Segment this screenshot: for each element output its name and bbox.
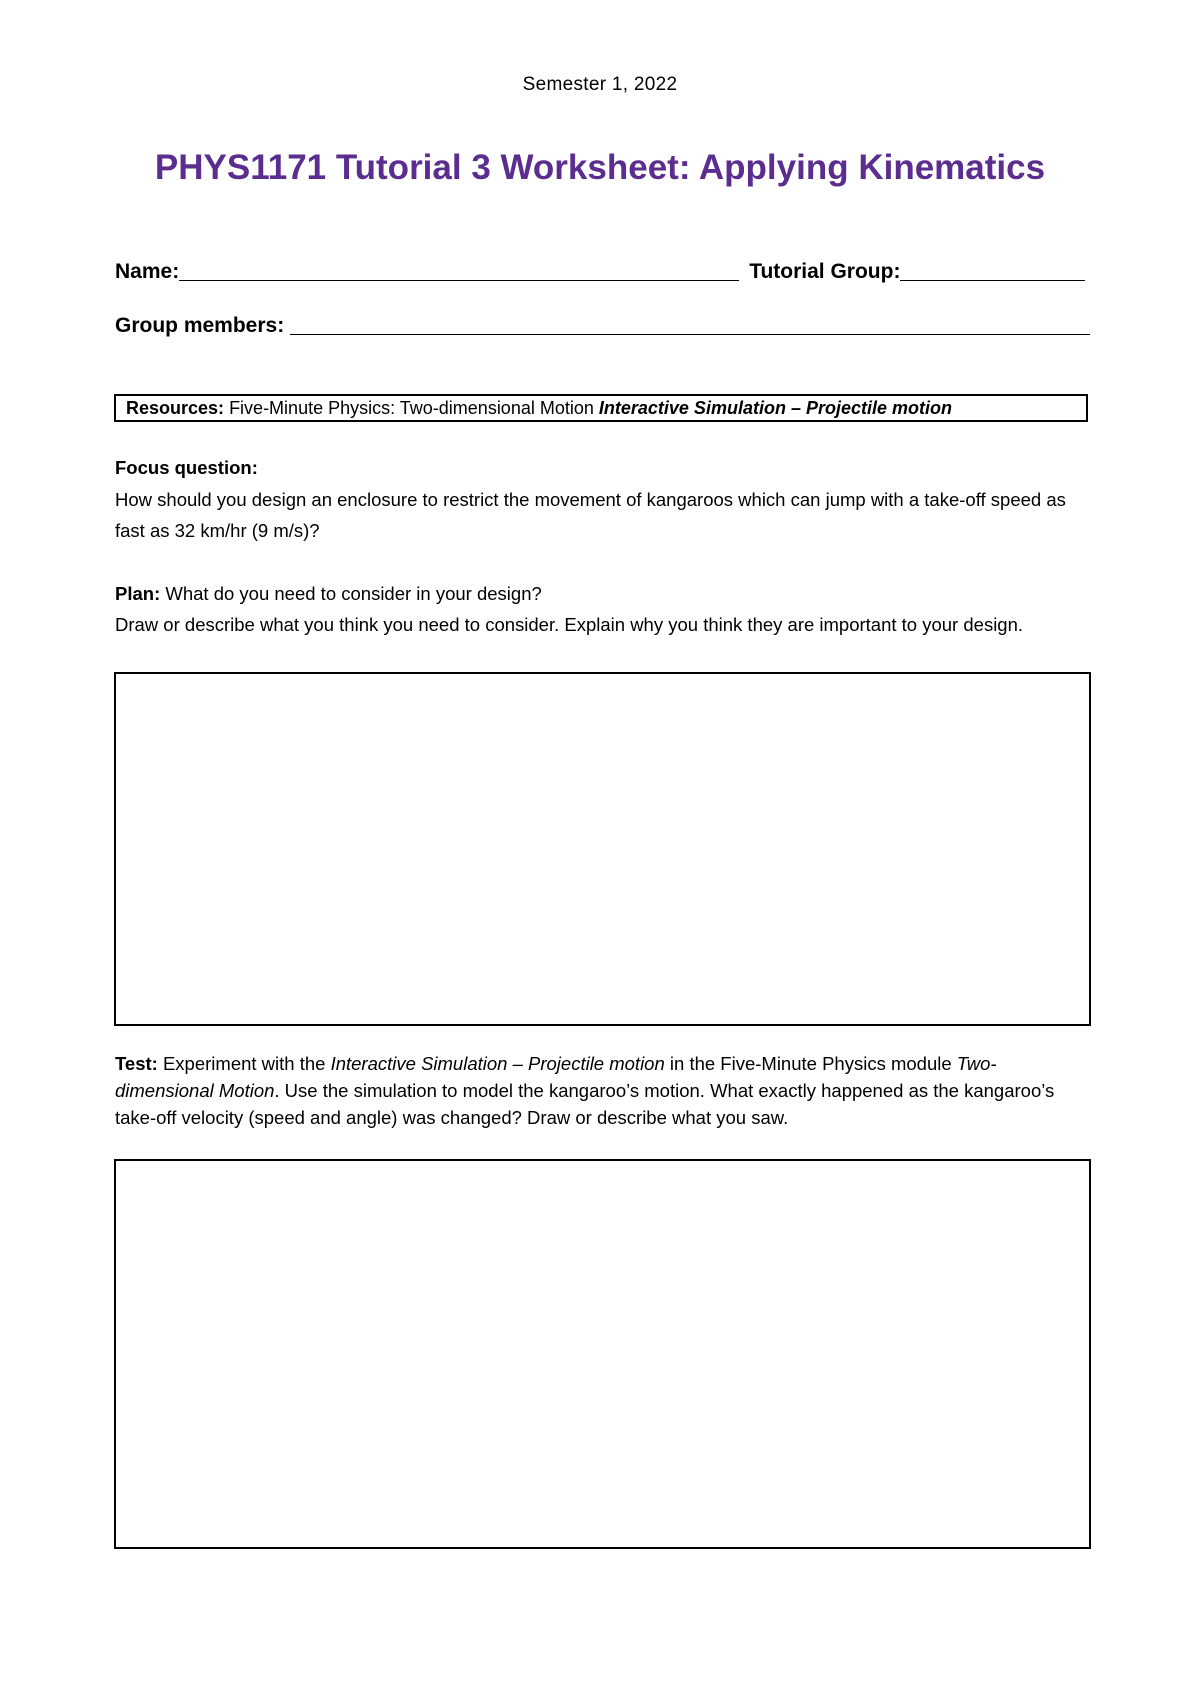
resources-text: Five-Minute Physics: Two-dimensional Motion — [229, 398, 594, 418]
test-section — [115, 1050, 1095, 1131]
plan-section — [115, 578, 1095, 640]
group-members-label: Group members: — [115, 314, 285, 337]
focus-question-text: How should you design an enclosure to restrict the movement of kangaroos which can jump with a take-off speed as fast as 32 km/hr (9 m/s)? — [115, 489, 1066, 541]
plan-instruction: Draw or describe what you think you need to consider. Explain why you think they are important to your design. — [115, 614, 1024, 635]
name-row — [115, 258, 1090, 284]
group-members-row — [115, 312, 1090, 338]
plan-question: What do you need to consider in your design? — [165, 583, 542, 604]
group-members-field[interactable] — [290, 312, 1090, 335]
tutorial-group-label: Tutorial Group: — [749, 260, 901, 283]
plan-label: Plan: — [115, 583, 161, 604]
test-simulation-name: Interactive Simulation – Projectile motion — [330, 1053, 665, 1074]
focus-question-label: Focus question: — [115, 457, 258, 478]
test-text-part1: Experiment with the — [162, 1053, 326, 1074]
tutorial-group-field[interactable] — [900, 258, 1085, 281]
name-label: Name: — [115, 260, 180, 283]
test-module-name: Two-dimensional Motion — [115, 1053, 997, 1101]
semester-header: Semester 1, 2022 — [522, 74, 678, 95]
page-title: PHYS1171 Tutorial 3 Worksheet: Applying Kinematics — [154, 148, 1046, 187]
resources-label: Resources: — [126, 398, 225, 418]
test-label: Test: — [115, 1053, 158, 1074]
test-text-part3: . Use the simulation to model the kangaroo’s motion. What exactly happened as the kangaroo’s take-off velocity (speed and angle) was changed? Draw or describe what you saw. — [115, 1080, 1055, 1128]
name-field[interactable] — [179, 258, 739, 281]
resources-simulation-link[interactable]: Interactive Simulation – Projectile motion — [598, 398, 952, 418]
resources-box — [114, 394, 1088, 422]
test-answer-box[interactable] — [114, 1159, 1091, 1549]
test-text-part2: in the Five-Minute Physics module — [669, 1053, 952, 1074]
plan-answer-box[interactable] — [114, 672, 1091, 1026]
